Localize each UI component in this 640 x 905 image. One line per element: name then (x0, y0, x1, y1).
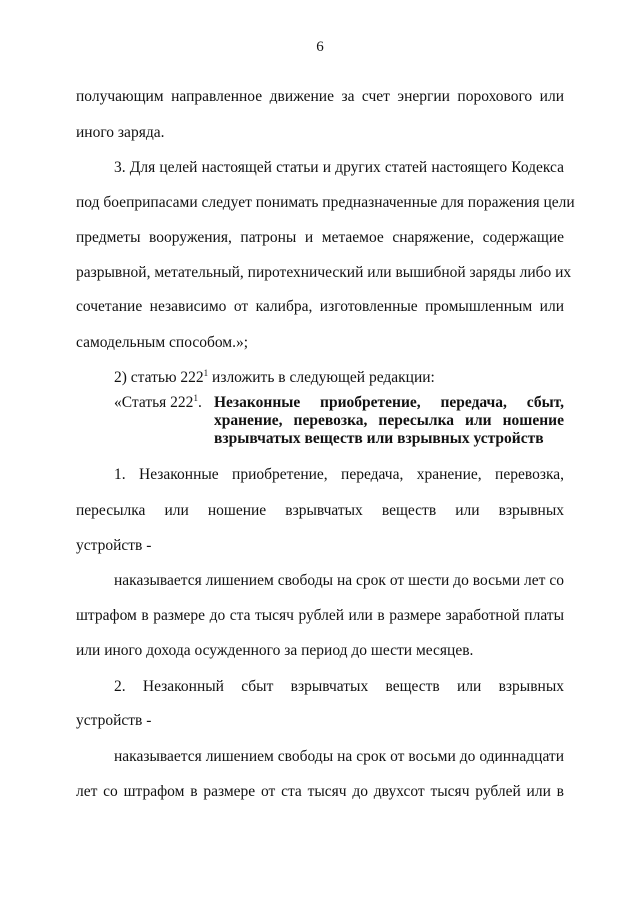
page-number: 6 (316, 39, 324, 55)
body-line: самодельным способом.»; (76, 334, 249, 351)
body-line: сочетание независимо от калибра, изготовленные промышленным или (76, 298, 564, 315)
article-title: Незаконные приобретение, передача, сбыт, хранение, перевозка, пересылка или ношение взрывчатых веществ или взрывных устройств (214, 394, 564, 447)
body-line: штрафом в размере до ста тысяч рублей или в размере заработной платы (76, 607, 564, 624)
body-line: наказывается лишением свободы на срок от шести до восьми лет со (114, 572, 564, 589)
body-line: разрывной, метательный, пиротехнический или вышибной заряды либо их (76, 264, 572, 281)
body-line: 3. Для целей настоящей статьи и других статей настоящего Кодекса (114, 159, 564, 176)
body-line: под боеприпасами следует понимать предназначенные для поражения цели (76, 194, 575, 211)
body-line: устройств - (76, 537, 152, 554)
body-line: или иного дохода осужденного за период до шести месяцев. (76, 642, 474, 659)
article-superscript: 1 (203, 368, 209, 378)
body-line: 1. Незаконные приобретение, передача, хранение, перевозка, (114, 466, 564, 483)
amendment-line (114, 368, 564, 388)
body-line: предметы вооружения, патроны и метаемое снаряжение, содержащие (76, 229, 564, 246)
article-number (114, 394, 202, 412)
amendment-text: изложить в следующей редакции: (208, 369, 435, 386)
article-number-dot: . (197, 394, 202, 411)
body-line: пересылка или ношение взрывчатых веществ или взрывных (76, 502, 564, 519)
body-line: наказывается лишением свободы на срок от восьми до одиннадцати (114, 748, 564, 765)
body-line: устройств - (76, 712, 152, 729)
article-number-text: «Статья 222 (114, 394, 194, 411)
body-line: лет со штрафом в размере от ста тысяч до двухсот тысяч рублей или в (76, 783, 564, 800)
body-line: получающим направленное движение за счет энергии порохового или (76, 88, 564, 105)
article-superscript: 1 (193, 393, 198, 403)
body-line: иного заряда. (76, 124, 165, 141)
amendment-text: 2) статью 222 (114, 369, 204, 386)
body-line: 2. Незаконный сбыт взрывчатых веществ или взрывных (114, 678, 564, 695)
